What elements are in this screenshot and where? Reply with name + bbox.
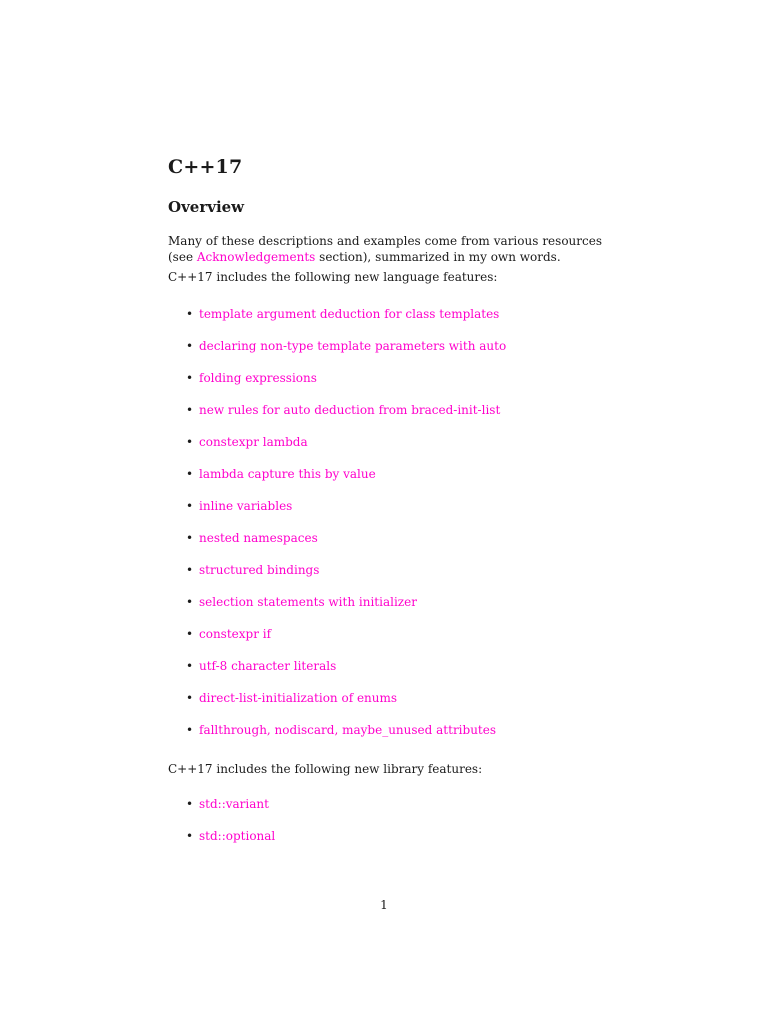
feature-link[interactable]: direct-list-initialization of enums [199,691,398,705]
library-features-intro: C++17 includes the following new library features: [168,762,483,776]
list-item [186,530,506,562]
feature-link[interactable]: inline variables [199,499,293,513]
feature-link[interactable]: constexpr lambda [199,435,308,449]
feature-link[interactable]: fallthrough, nodiscard, maybe_unused attributes [199,723,497,737]
bullet-icon: • [186,691,194,705]
list-item [186,466,506,498]
feature-link[interactable]: new rules for auto deduction from braced-init-list [199,403,501,417]
bullet-icon: • [186,595,194,609]
page-number: 1 [380,898,388,912]
bullet-icon: • [186,531,194,545]
feature-link[interactable]: constexpr if [199,627,272,641]
bullet-icon: • [186,723,194,737]
bullet-icon: • [186,467,194,481]
feature-link[interactable]: utf-8 character literals [199,659,337,673]
list-item [186,594,506,626]
list-item [186,722,506,754]
feature-link[interactable]: selection statements with initializer [199,595,417,609]
list-item [186,828,275,860]
list-item [186,562,506,594]
feature-link[interactable]: folding expressions [199,371,317,385]
list-item [186,498,506,530]
feature-link[interactable]: declaring non-type template parameters with auto [199,339,507,353]
bullet-icon: • [186,829,194,843]
bullet-icon: • [186,563,194,577]
language-features-list [186,306,506,754]
page-title: C++17 [168,156,243,178]
feature-link[interactable]: std::optional [199,829,276,843]
bullet-icon: • [186,435,194,449]
bullet-icon: • [186,797,194,811]
feature-link[interactable]: nested namespaces [199,531,318,545]
list-item [186,796,275,828]
list-item [186,434,506,466]
bullet-icon: • [186,499,194,513]
list-item [186,338,506,370]
acknowledgements-link[interactable]: Acknowledgements [196,250,316,264]
bullet-icon: • [186,627,194,641]
bullet-icon: • [186,339,194,353]
library-features-list [186,796,275,860]
intro-text-end: section), summarized in my own words. [315,250,561,264]
list-item [186,690,506,722]
feature-link[interactable]: std::variant [199,797,269,811]
bullet-icon: • [186,659,194,673]
section-title-overview: Overview [168,198,245,216]
intro-text-start: Many of these descriptions and examples come from various resources (see [168,234,602,264]
list-item [186,402,506,434]
feature-link[interactable]: lambda capture this by value [199,467,376,481]
language-features-intro: C++17 includes the following new language features: [168,270,498,284]
feature-link[interactable]: template argument deduction for class templates [199,307,500,321]
bullet-icon: • [186,371,194,385]
intro-paragraph [168,233,602,265]
list-item [186,658,506,690]
list-item [186,626,506,658]
bullet-icon: • [186,403,194,417]
feature-link[interactable]: structured bindings [199,563,320,577]
list-item [186,306,506,338]
list-item [186,370,506,402]
bullet-icon: • [186,307,194,321]
